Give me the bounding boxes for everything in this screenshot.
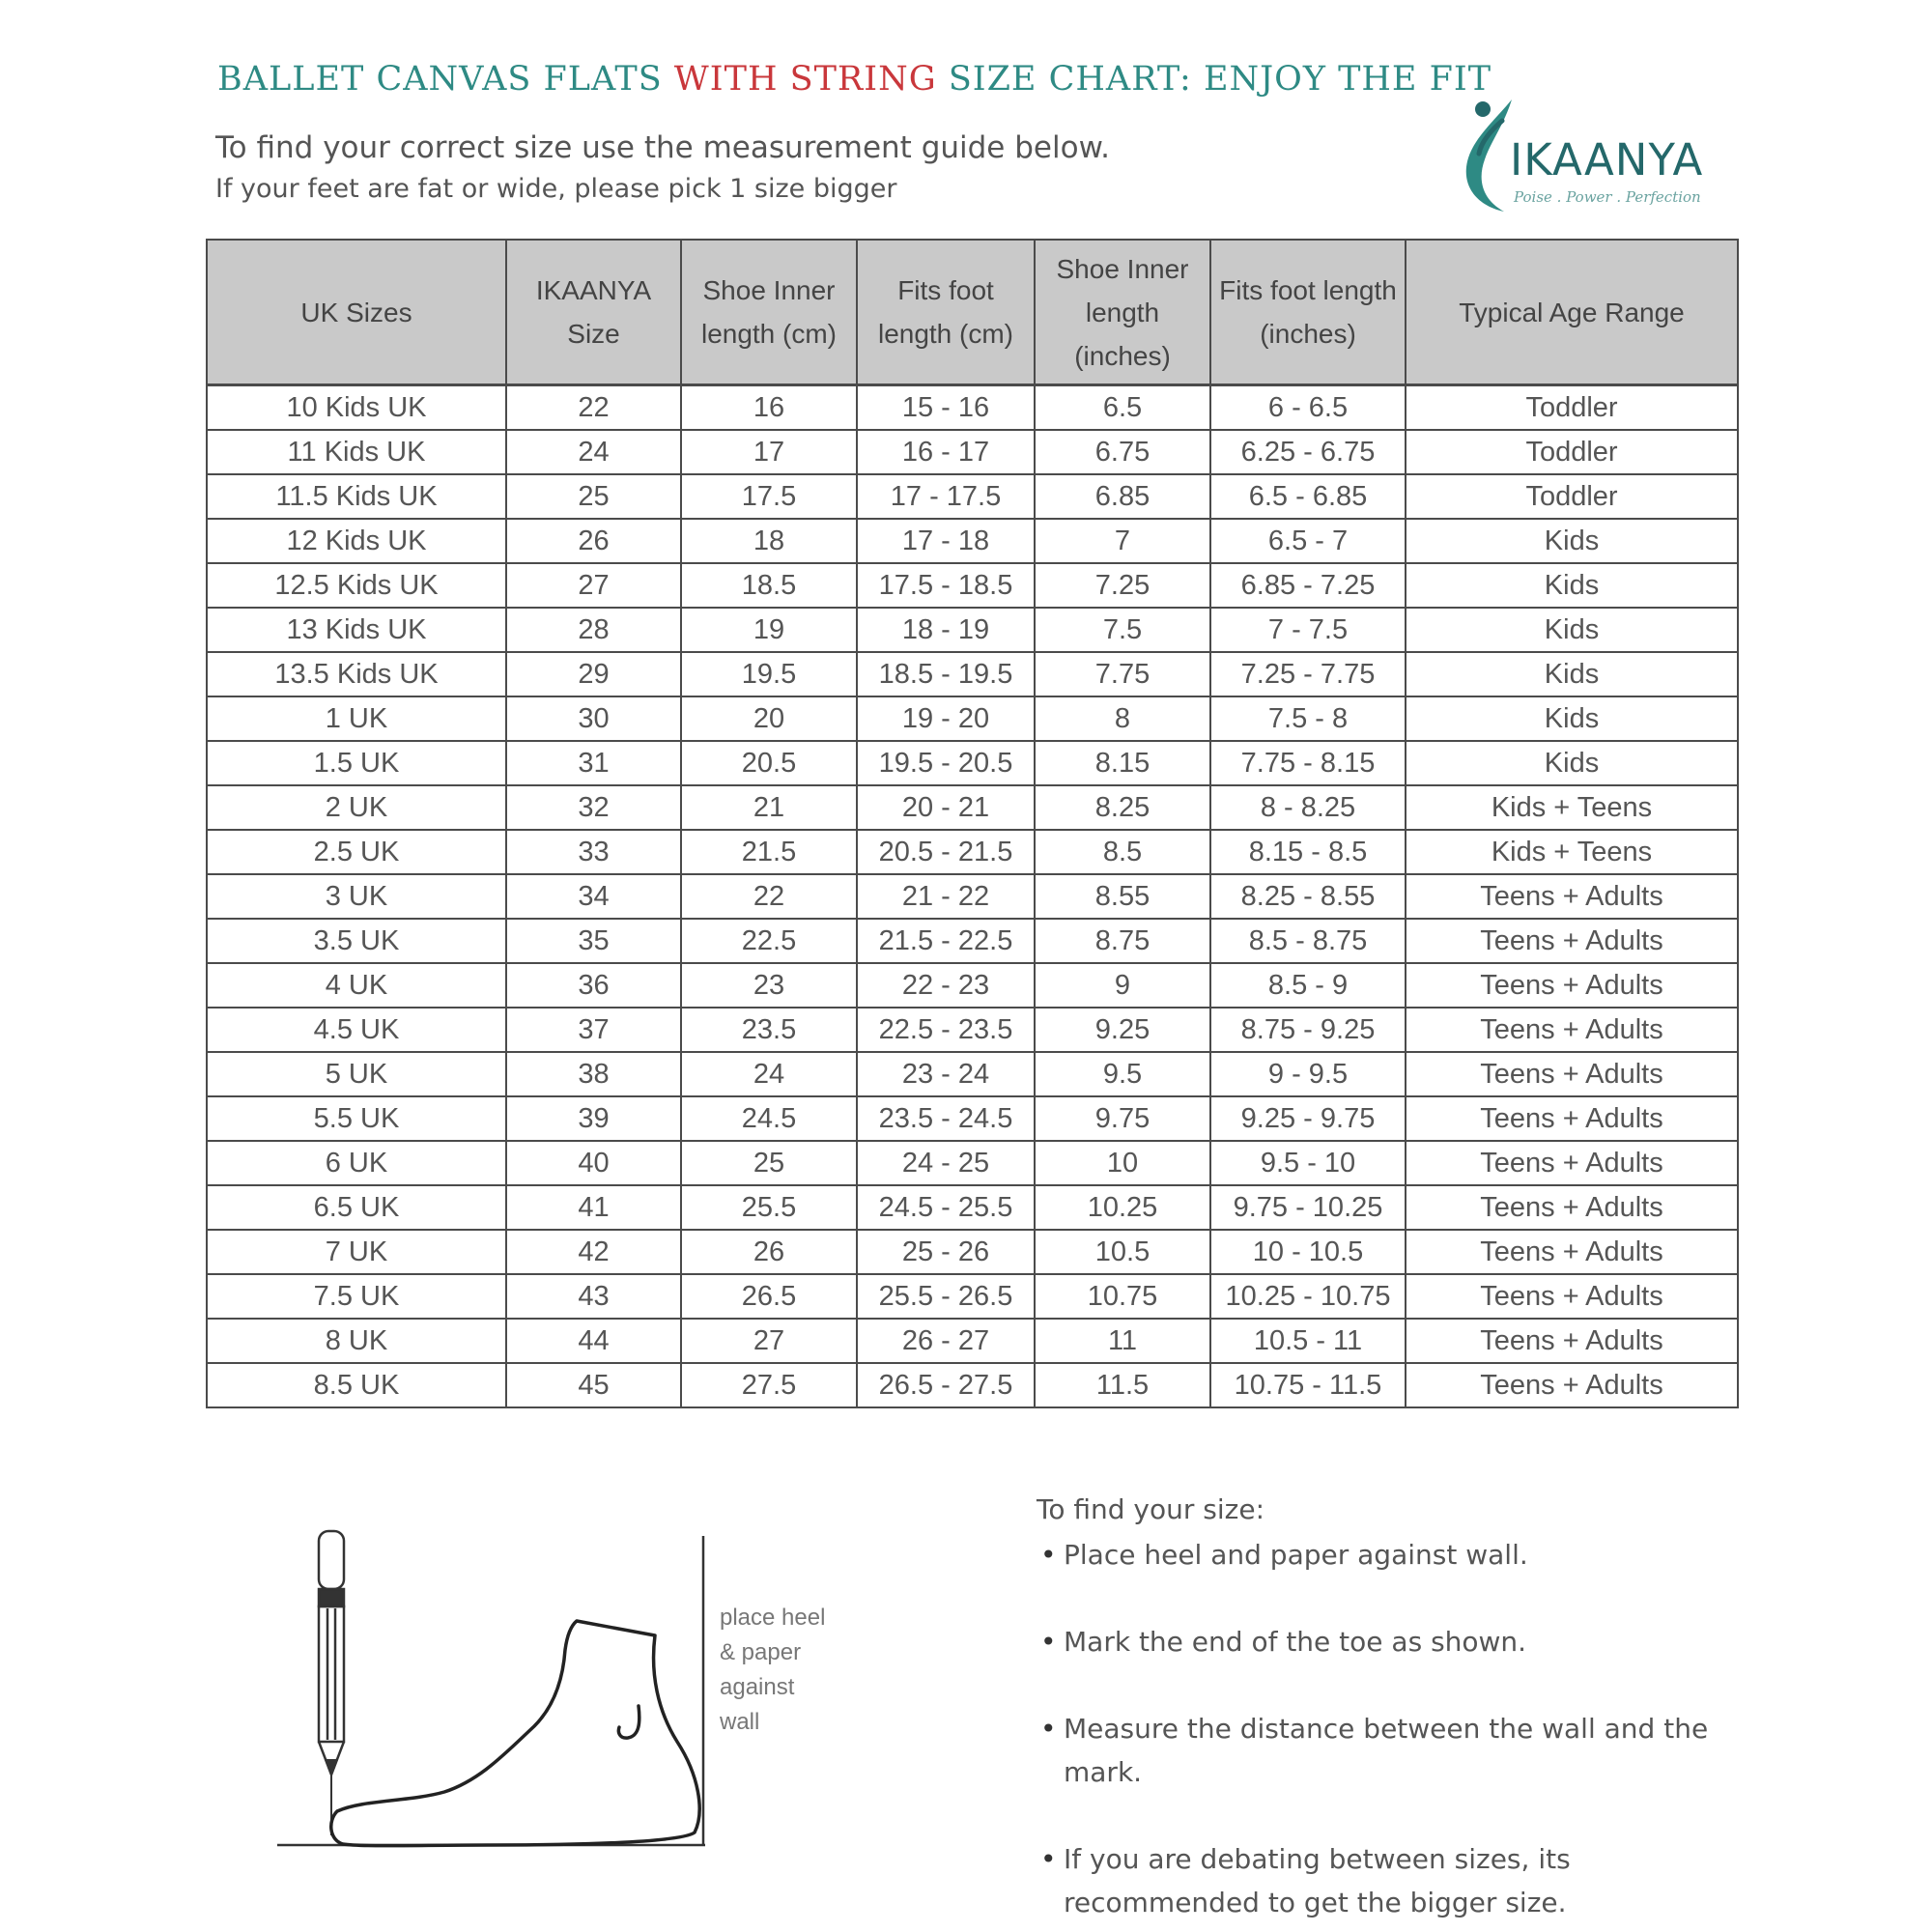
uk-size-cell: 13 Kids UK [207, 608, 506, 652]
foot-length-cm-cell: 21 - 22 [857, 874, 1035, 919]
age-range-cell: Teens + Adults [1406, 1319, 1738, 1363]
table-row [207, 963, 1738, 1008]
table-row [207, 1230, 1738, 1274]
inner-length-inches-cell: 8.5 [1035, 830, 1210, 874]
table-row [207, 830, 1738, 874]
foot-length-inches-cell: 6.85 - 7.25 [1210, 563, 1406, 608]
age-range-cell: Teens + Adults [1406, 963, 1738, 1008]
table-body [207, 385, 1738, 1408]
ikaanya-size-cell: 44 [506, 1319, 681, 1363]
uk-size-cell: 12.5 Kids UK [207, 563, 506, 608]
inner-length-inches-cell: 9.5 [1035, 1052, 1210, 1096]
ikaanya-size-cell: 25 [506, 474, 681, 519]
uk-size-cell: 11 Kids UK [207, 430, 506, 474]
foot-length-inches-cell: 9 - 9.5 [1210, 1052, 1406, 1096]
ikaanya-size-cell: 43 [506, 1274, 681, 1319]
foot-length-inches-cell: 8.15 - 8.5 [1210, 830, 1406, 874]
age-range-cell: Toddler [1406, 385, 1738, 431]
uk-size-cell: 6 UK [207, 1141, 506, 1185]
inner-length-cm-cell: 20 [681, 696, 857, 741]
foot-length-inches-cell: 6.5 - 7 [1210, 519, 1406, 563]
inner-length-inches-cell: 9.25 [1035, 1008, 1210, 1052]
age-range-cell: Teens + Adults [1406, 1008, 1738, 1052]
inner-length-cm-cell: 19 [681, 608, 857, 652]
inner-length-inches-cell: 10.75 [1035, 1274, 1210, 1319]
wide-feet-note: If your feet are fat or wide, please pick 1 size bigger [215, 174, 897, 204]
inner-length-cm-cell: 22 [681, 874, 857, 919]
foot-length-cm-cell: 23.5 - 24.5 [857, 1096, 1035, 1141]
inner-length-cm-cell: 21 [681, 785, 857, 830]
uk-size-cell: 5.5 UK [207, 1096, 506, 1141]
inner-length-inches-cell: 6.85 [1035, 474, 1210, 519]
age-range-cell: Teens + Adults [1406, 1274, 1738, 1319]
age-range-cell: Teens + Adults [1406, 1096, 1738, 1141]
foot-length-inches-cell: 8.75 - 9.25 [1210, 1008, 1406, 1052]
inner-length-inches-cell: 11.5 [1035, 1363, 1210, 1407]
inner-length-inches-cell: 7.25 [1035, 563, 1210, 608]
ikaanya-size-cell: 34 [506, 874, 681, 919]
inner-length-cm-cell: 16 [681, 385, 857, 431]
foot-length-cm-cell: 23 - 24 [857, 1052, 1035, 1096]
inner-length-inches-cell: 10.25 [1035, 1185, 1210, 1230]
age-range-cell: Kids + Teens [1406, 785, 1738, 830]
foot-length-inches-cell: 8 - 8.25 [1210, 785, 1406, 830]
age-range-cell: Teens + Adults [1406, 1185, 1738, 1230]
inner-length-cm-cell: 23 [681, 963, 857, 1008]
uk-size-cell: 1.5 UK [207, 741, 506, 785]
ikaanya-size-cell: 35 [506, 919, 681, 963]
inner-length-cm-cell: 25 [681, 1141, 857, 1185]
table-row [207, 874, 1738, 919]
pencil-icon [319, 1531, 344, 1835]
uk-size-cell: 2.5 UK [207, 830, 506, 874]
age-range-cell: Teens + Adults [1406, 1230, 1738, 1274]
inner-length-inches-cell: 10.5 [1035, 1230, 1210, 1274]
table-row [207, 1096, 1738, 1141]
uk-size-cell: 11.5 Kids UK [207, 474, 506, 519]
uk-size-cell: 10 Kids UK [207, 385, 506, 431]
inner-length-cm-cell: 17.5 [681, 474, 857, 519]
foot-length-inches-cell: 8.25 - 8.55 [1210, 874, 1406, 919]
ikaanya-size-cell: 40 [506, 1141, 681, 1185]
ikaanya-size-cell: 28 [506, 608, 681, 652]
column-header: Shoe Inner length (inches) [1035, 240, 1210, 385]
instruction-step: • If you are debating between sizes, its recommended to get the bigger size. [1037, 1837, 1742, 1924]
inner-length-inches-cell: 7.75 [1035, 652, 1210, 696]
uk-size-cell: 7.5 UK [207, 1274, 506, 1319]
inner-length-cm-cell: 17 [681, 430, 857, 474]
inner-length-inches-cell: 9 [1035, 963, 1210, 1008]
ikaanya-size-cell: 42 [506, 1230, 681, 1274]
inner-length-inches-cell: 7 [1035, 519, 1210, 563]
age-range-cell: Teens + Adults [1406, 1141, 1738, 1185]
foot-length-cm-cell: 20 - 21 [857, 785, 1035, 830]
foot-outline [331, 1621, 699, 1846]
ikaanya-size-cell: 41 [506, 1185, 681, 1230]
foot-length-cm-cell: 16 - 17 [857, 430, 1035, 474]
ikaanya-size-cell: 31 [506, 741, 681, 785]
ikaanya-size-cell: 37 [506, 1008, 681, 1052]
foot-length-inches-cell: 10.25 - 10.75 [1210, 1274, 1406, 1319]
foot-length-cm-cell: 19 - 20 [857, 696, 1035, 741]
foot-length-cm-cell: 22 - 23 [857, 963, 1035, 1008]
ikaanya-size-cell: 29 [506, 652, 681, 696]
table-row [207, 1052, 1738, 1096]
inner-length-inches-cell: 6.5 [1035, 385, 1210, 431]
uk-size-cell: 13.5 Kids UK [207, 652, 506, 696]
instruction-step: • Place heel and paper against wall. [1037, 1533, 1742, 1577]
inner-length-inches-cell: 9.75 [1035, 1096, 1210, 1141]
uk-size-cell: 3 UK [207, 874, 506, 919]
inner-length-cm-cell: 19.5 [681, 652, 857, 696]
inner-length-cm-cell: 25.5 [681, 1185, 857, 1230]
inner-length-cm-cell: 27.5 [681, 1363, 857, 1407]
foot-measurement-diagram [275, 1521, 826, 1869]
size-chart-table [206, 239, 1739, 1408]
foot-length-inches-cell: 8.5 - 8.75 [1210, 919, 1406, 963]
ikaanya-size-cell: 33 [506, 830, 681, 874]
table-row [207, 1363, 1738, 1407]
age-range-cell: Kids + Teens [1406, 830, 1738, 874]
foot-length-inches-cell: 10.75 - 11.5 [1210, 1363, 1406, 1407]
diagram-label: place heel & paper against wall [720, 1605, 826, 1735]
ikaanya-size-cell: 36 [506, 963, 681, 1008]
inner-length-inches-cell: 8.15 [1035, 741, 1210, 785]
ankle-mark [618, 1706, 639, 1738]
table-row [207, 474, 1738, 519]
foot-length-cm-cell: 25.5 - 26.5 [857, 1274, 1035, 1319]
foot-length-cm-cell: 19.5 - 20.5 [857, 741, 1035, 785]
foot-length-cm-cell: 17 - 17.5 [857, 474, 1035, 519]
ikaanya-size-cell: 32 [506, 785, 681, 830]
foot-length-inches-cell: 7.5 - 8 [1210, 696, 1406, 741]
foot-length-inches-cell: 7.75 - 8.15 [1210, 741, 1406, 785]
foot-length-cm-cell: 26.5 - 27.5 [857, 1363, 1035, 1407]
table-row [207, 563, 1738, 608]
measurement-instructions [1037, 1488, 1742, 1924]
table-row [207, 385, 1738, 431]
table-row [207, 919, 1738, 963]
table-row [207, 741, 1738, 785]
uk-size-cell: 8.5 UK [207, 1363, 506, 1407]
foot-length-inches-cell: 10.5 - 11 [1210, 1319, 1406, 1363]
inner-length-cm-cell: 18.5 [681, 563, 857, 608]
table-row [207, 1319, 1738, 1363]
inner-length-cm-cell: 20.5 [681, 741, 857, 785]
age-range-cell: Teens + Adults [1406, 1052, 1738, 1096]
table-row [207, 1141, 1738, 1185]
foot-length-cm-cell: 22.5 - 23.5 [857, 1008, 1035, 1052]
foot-length-inches-cell: 10 - 10.5 [1210, 1230, 1406, 1274]
column-header: Shoe Inner length (cm) [681, 240, 857, 385]
foot-length-cm-cell: 24 - 25 [857, 1141, 1035, 1185]
intro-text: To find your correct size use the measurement guide below. [215, 130, 1110, 165]
table-row [207, 430, 1738, 474]
column-header: Typical Age Range [1406, 240, 1738, 385]
age-range-cell: Kids [1406, 608, 1738, 652]
brand-name: IKAANYA [1510, 134, 1704, 185]
foot-length-inches-cell: 7.25 - 7.75 [1210, 652, 1406, 696]
age-range-cell: Kids [1406, 519, 1738, 563]
age-range-cell: Teens + Adults [1406, 919, 1738, 963]
table-header-row [207, 240, 1738, 385]
foot-length-inches-cell: 6.5 - 6.85 [1210, 474, 1406, 519]
inner-length-cm-cell: 21.5 [681, 830, 857, 874]
table-row [207, 1185, 1738, 1230]
title-highlight: WITH STRING [673, 60, 937, 99]
brand-tagline: Poise . Power . Perfection [1514, 188, 1701, 206]
table-row [207, 652, 1738, 696]
age-range-cell: Kids [1406, 563, 1738, 608]
uk-size-cell: 3.5 UK [207, 919, 506, 963]
inner-length-inches-cell: 6.75 [1035, 430, 1210, 474]
ikaanya-size-cell: 38 [506, 1052, 681, 1096]
foot-length-cm-cell: 25 - 26 [857, 1230, 1035, 1274]
ikaanya-size-cell: 22 [506, 385, 681, 431]
uk-size-cell: 2 UK [207, 785, 506, 830]
column-header: IKAANYA Size [506, 240, 681, 385]
inner-length-inches-cell: 8.55 [1035, 874, 1210, 919]
instruction-list [1037, 1533, 1742, 1924]
age-range-cell: Teens + Adults [1406, 874, 1738, 919]
foot-length-cm-cell: 17.5 - 18.5 [857, 563, 1035, 608]
uk-size-cell: 1 UK [207, 696, 506, 741]
foot-length-inches-cell: 9.75 - 10.25 [1210, 1185, 1406, 1230]
age-range-cell: Toddler [1406, 474, 1738, 519]
brand-logo [1444, 92, 1734, 217]
foot-length-inches-cell: 9.5 - 10 [1210, 1141, 1406, 1185]
foot-illustration [275, 1521, 720, 1869]
uk-size-cell: 4 UK [207, 963, 506, 1008]
age-range-cell: Toddler [1406, 430, 1738, 474]
foot-length-inches-cell: 6.25 - 6.75 [1210, 430, 1406, 474]
column-header: Fits foot length (cm) [857, 240, 1035, 385]
uk-size-cell: 8 UK [207, 1319, 506, 1363]
instructions-title: To find your size: [1037, 1493, 1265, 1525]
foot-length-inches-cell: 6 - 6.5 [1210, 385, 1406, 431]
foot-length-inches-cell: 9.25 - 9.75 [1210, 1096, 1406, 1141]
inner-length-inches-cell: 11 [1035, 1319, 1210, 1363]
page-title [217, 60, 1492, 99]
foot-length-inches-cell: 7 - 7.5 [1210, 608, 1406, 652]
inner-length-inches-cell: 8 [1035, 696, 1210, 741]
foot-length-cm-cell: 26 - 27 [857, 1319, 1035, 1363]
title-part-2: SIZE CHART: ENJOY THE FIT [936, 60, 1492, 99]
table-row [207, 1008, 1738, 1052]
inner-length-cm-cell: 26.5 [681, 1274, 857, 1319]
uk-size-cell: 6.5 UK [207, 1185, 506, 1230]
inner-length-inches-cell: 8.25 [1035, 785, 1210, 830]
inner-length-cm-cell: 27 [681, 1319, 857, 1363]
foot-length-cm-cell: 18.5 - 19.5 [857, 652, 1035, 696]
inner-length-inches-cell: 8.75 [1035, 919, 1210, 963]
ikaanya-size-cell: 45 [506, 1363, 681, 1407]
age-range-cell: Kids [1406, 696, 1738, 741]
age-range-cell: Kids [1406, 741, 1738, 785]
table-row [207, 519, 1738, 563]
inner-length-cm-cell: 24.5 [681, 1096, 857, 1141]
table-row [207, 608, 1738, 652]
inner-length-inches-cell: 7.5 [1035, 608, 1210, 652]
inner-length-cm-cell: 23.5 [681, 1008, 857, 1052]
column-header: UK Sizes [207, 240, 506, 385]
ikaanya-size-cell: 26 [506, 519, 681, 563]
table-row [207, 1274, 1738, 1319]
inner-length-inches-cell: 10 [1035, 1141, 1210, 1185]
column-header: Fits foot length (inches) [1210, 240, 1406, 385]
foot-length-cm-cell: 15 - 16 [857, 385, 1035, 431]
instruction-step: • Measure the distance between the wall and the mark. [1037, 1707, 1742, 1794]
foot-length-cm-cell: 18 - 19 [857, 608, 1035, 652]
foot-length-cm-cell: 24.5 - 25.5 [857, 1185, 1035, 1230]
age-range-cell: Teens + Adults [1406, 1363, 1738, 1407]
foot-length-cm-cell: 20.5 - 21.5 [857, 830, 1035, 874]
foot-length-inches-cell: 8.5 - 9 [1210, 963, 1406, 1008]
uk-size-cell: 7 UK [207, 1230, 506, 1274]
instruction-step: • Mark the end of the toe as shown. [1037, 1620, 1742, 1663]
age-range-cell: Kids [1406, 652, 1738, 696]
foot-length-cm-cell: 21.5 - 22.5 [857, 919, 1035, 963]
inner-length-cm-cell: 18 [681, 519, 857, 563]
table-row [207, 696, 1738, 741]
uk-size-cell: 5 UK [207, 1052, 506, 1096]
inner-length-cm-cell: 22.5 [681, 919, 857, 963]
inner-length-cm-cell: 24 [681, 1052, 857, 1096]
ikaanya-size-cell: 27 [506, 563, 681, 608]
ikaanya-size-cell: 24 [506, 430, 681, 474]
ikaanya-size-cell: 30 [506, 696, 681, 741]
uk-size-cell: 12 Kids UK [207, 519, 506, 563]
title-part-1: BALLET CANVAS FLATS [217, 60, 674, 99]
ikaanya-size-cell: 39 [506, 1096, 681, 1141]
table-row [207, 785, 1738, 830]
uk-size-cell: 4.5 UK [207, 1008, 506, 1052]
inner-length-cm-cell: 26 [681, 1230, 857, 1274]
foot-length-cm-cell: 17 - 18 [857, 519, 1035, 563]
